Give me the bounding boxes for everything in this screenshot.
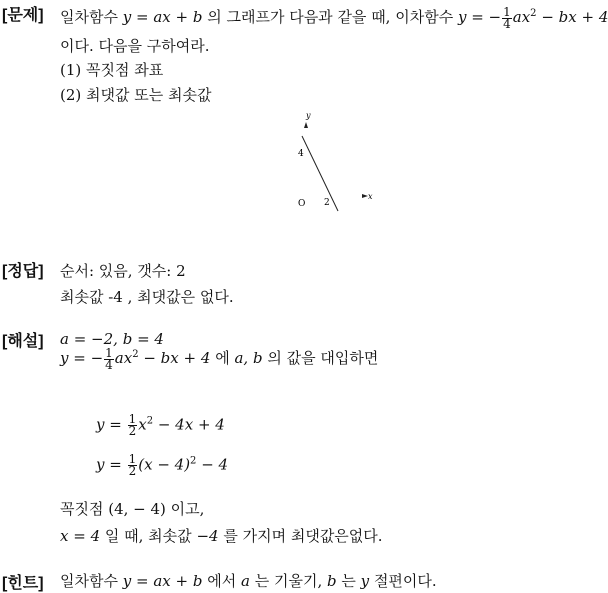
variables: a, b <box>234 349 263 367</box>
quadratic-term: ax <box>512 8 531 26</box>
fraction-numerator: 1 <box>105 345 113 360</box>
exponent: 2 <box>190 455 197 467</box>
problem-item-2: (2) 최댓값 또는 최솟값 <box>60 86 212 104</box>
problem-line-1 <box>60 6 608 30</box>
equation-term: (x − 4) <box>138 455 191 474</box>
fraction-numerator: 1 <box>128 452 137 466</box>
hint-text: 일차함수 <box>60 572 118 590</box>
problem-tag: [문제] <box>2 7 44 24</box>
fraction <box>128 414 138 437</box>
equation-term: x <box>138 415 147 434</box>
fraction <box>128 454 138 477</box>
fraction <box>502 4 512 31</box>
quadratic-term: ax <box>114 349 133 367</box>
fraction-denominator: 4 <box>105 357 113 372</box>
equation-rest: − 4 <box>196 455 229 474</box>
quadratic-equation-start: y = − <box>457 8 502 26</box>
min-value: −4 <box>196 527 219 545</box>
exponent: 2 <box>530 8 537 19</box>
equation-rest: − 4x + 4 <box>153 415 225 434</box>
x-axis-label: x <box>368 192 373 201</box>
y-axis-arrow-icon <box>304 122 308 128</box>
fraction-numerator: 1 <box>128 412 137 426</box>
hint-text: 는 기울기, <box>254 572 323 590</box>
solution-text: 의 값을 대입하면 <box>267 349 379 367</box>
problem-text: 의 그래프가 다음과 같을 때, 이차함수 <box>207 8 454 26</box>
y-axis-label: y <box>306 111 311 120</box>
fraction-denominator: 4 <box>503 16 511 31</box>
hint-variable-y: y <box>360 572 370 590</box>
conclusion-text: 일 때, 최솟값 <box>104 527 192 545</box>
equation-end: − bx + 4 <box>138 349 211 367</box>
hint-line <box>60 570 437 591</box>
conclusion-line <box>60 525 383 546</box>
hint-text: 절편이다. <box>373 572 437 590</box>
linear-graph <box>294 108 378 214</box>
y-intercept-label: 4 <box>298 149 304 159</box>
conclusion-text: 를 가지며 최댓값은없다. <box>223 527 383 545</box>
derived-equation-2 <box>96 454 228 477</box>
hint-variable-a: a <box>240 572 250 590</box>
origin-label: O <box>298 199 306 209</box>
solution-tag: [해설] <box>2 333 44 350</box>
derived-equation-1 <box>96 414 225 437</box>
equation-lhs: y = <box>96 415 122 434</box>
fraction-denominator: 2 <box>128 424 137 438</box>
problem-item-1: (1) 꼭짓점 좌표 <box>60 61 164 79</box>
answer-tag: [정답] <box>2 263 44 280</box>
graph-line <box>302 136 338 211</box>
solution-text: 에 <box>215 349 230 367</box>
exponent: 2 <box>146 415 154 427</box>
hint-text: 에서 <box>207 572 237 590</box>
quadratic-equation-end: − bx + 4 <box>536 8 608 26</box>
equation-lhs: y = <box>96 455 122 474</box>
hint-variable-b: b <box>327 572 337 590</box>
hint-tag: [힌트] <box>2 575 44 592</box>
solution-line-2 <box>60 347 378 371</box>
answer-line-2: 최솟값 -4 , 최댓값은 없다. <box>60 288 234 306</box>
equation-start: y = − <box>60 349 104 367</box>
problem-text: 일차함수 <box>60 8 118 26</box>
hint-text: 는 <box>341 572 356 590</box>
linear-equation: y = ax + b <box>122 8 203 26</box>
vertex-line: 꼭짓점 (4, − 4) 이고, <box>60 500 205 518</box>
fraction <box>104 345 114 372</box>
exponent: 2 <box>132 349 139 360</box>
answer-line-1: 순서: 있음, 갯수: 2 <box>60 262 186 280</box>
fraction-denominator: 2 <box>128 464 137 478</box>
hint-equation: y = ax + b <box>122 572 203 590</box>
problem-line-2: 이다. 다음을 구하여라. <box>60 37 210 55</box>
fraction-numerator: 1 <box>503 4 511 19</box>
x-intercept-label: 2 <box>324 198 330 208</box>
solution-values: a = −2, b = 4 <box>60 330 164 348</box>
condition: x = 4 <box>60 527 101 545</box>
